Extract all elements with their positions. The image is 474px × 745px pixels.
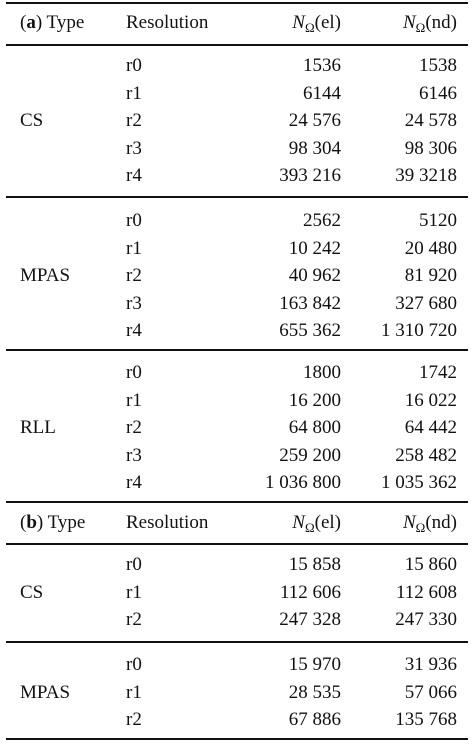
resolution-cell: r3: [126, 292, 142, 314]
n-el-column-header-a: [292, 12, 341, 39]
n-el-suffix-b: (el): [314, 512, 341, 533]
resolution-cell: r3: [126, 137, 142, 159]
n-nd-subscript-b: Ω: [415, 520, 426, 535]
n-nd-cell: 258 482: [395, 444, 457, 466]
n-nd-cell: 135 768: [395, 709, 457, 730]
n-nd-cell: 15 860: [404, 554, 457, 575]
n-nd-cell: 16 022: [404, 389, 457, 411]
resolution-cell: r0: [126, 554, 142, 575]
header-a-letter: a: [26, 12, 36, 33]
n-el-cell: 15 858: [288, 554, 341, 575]
n-nd-cell: 24 578: [404, 110, 457, 131]
n-el-cell: 1 036 800: [265, 472, 341, 493]
header-rule-a: [6, 44, 468, 46]
n-nd-column-header-a: [403, 12, 457, 39]
n-el-symbol-b: N: [292, 512, 305, 533]
n-nd-cell: 1 035 362: [381, 472, 457, 493]
type-cell: CS: [20, 581, 44, 603]
type-cell: RLL: [20, 417, 56, 438]
n-nd-cell: 1 310 720: [381, 320, 457, 341]
resolution-cell: r1: [126, 581, 142, 603]
n-el-cell: 98 304: [288, 137, 341, 159]
n-el-cell: 64 800: [288, 417, 341, 438]
n-el-cell: 655 362: [279, 320, 341, 341]
n-el-cell: 393 216: [279, 165, 341, 186]
resolution-cell: r2: [126, 709, 142, 730]
n-nd-cell: 31 936: [404, 654, 457, 675]
n-nd-symbol-b: N: [402, 512, 416, 533]
resolution-cell: r1: [126, 82, 142, 104]
bottom-rule: [6, 738, 468, 740]
header-b-type-text: ) Type: [36, 512, 86, 533]
n-el-cell: 112 606: [279, 581, 341, 603]
n-nd-suffix-a: (nd): [425, 12, 457, 33]
header-rule-b: [6, 543, 468, 545]
n-el-cell: 1800: [303, 362, 341, 383]
n-el-cell: 163 842: [279, 292, 341, 314]
header-b-letter: b: [26, 512, 37, 533]
n-el-cell: 40 962: [288, 265, 341, 286]
n-nd-cell: 57 066: [404, 681, 457, 703]
type-column-header-b: [20, 512, 85, 534]
header-a-paren: (: [20, 12, 27, 33]
resolution-cell: r3: [126, 444, 142, 466]
group-divider-rule: [6, 641, 468, 643]
n-el-cell: 16 200: [288, 389, 341, 411]
n-nd-cell: 20 480: [404, 237, 457, 259]
n-nd-suffix-b: (nd): [425, 512, 457, 533]
n-el-cell: 1536: [303, 55, 341, 76]
n-el-cell: 24 576: [288, 110, 341, 131]
n-nd-cell: 1538: [419, 55, 457, 76]
type-cell: MPAS: [20, 681, 71, 703]
n-el-column-header-b: [292, 512, 341, 539]
resolution-cell: r0: [126, 55, 142, 76]
n-nd-cell: 98 306: [404, 137, 457, 159]
resolution-cell: r0: [126, 210, 142, 231]
header-b-paren: (: [20, 512, 27, 533]
section-divider-rule: [6, 501, 468, 503]
n-el-cell: 259 200: [279, 444, 341, 466]
n-el-cell: 67 886: [288, 709, 341, 730]
n-nd-cell: 64 442: [404, 417, 457, 438]
resolution-cell: r0: [126, 362, 142, 383]
n-nd-cell: 112 608: [395, 581, 457, 603]
n-el-cell: 28 535: [288, 681, 341, 703]
n-nd-subscript-a: Ω: [415, 20, 426, 35]
resolution-cell: r4: [126, 165, 142, 186]
top-rule: [6, 2, 468, 4]
resolution-cell: r2: [126, 417, 142, 438]
n-el-subscript-a: Ω: [304, 20, 315, 35]
header-a-type-text: ) Type: [35, 12, 85, 33]
n-nd-symbol-a: N: [402, 12, 416, 33]
n-nd-cell: 81 920: [404, 265, 457, 286]
n-el-cell: 6144: [303, 82, 341, 104]
n-nd-cell: 327 680: [395, 292, 457, 314]
n-el-subscript-b: Ω: [304, 520, 315, 535]
type-cell: MPAS: [20, 265, 71, 286]
n-nd-cell: 6146: [419, 82, 457, 104]
resolution-column-header-b: Resolution: [126, 512, 209, 533]
n-nd-cell: 39 3218: [395, 165, 457, 186]
type-column-header-a: [20, 12, 84, 34]
group-divider-rule: [6, 349, 468, 351]
resolution-cell: r2: [126, 110, 142, 131]
n-nd-cell: 5120: [419, 210, 457, 231]
n-el-symbol-a: N: [292, 12, 305, 33]
resolution-cell: r4: [126, 320, 142, 341]
resolution-column-header-a: Resolution: [126, 12, 209, 33]
n-nd-column-header-b: [403, 512, 457, 539]
n-el-cell: 247 328: [279, 609, 341, 630]
n-nd-cell: 247 330: [395, 609, 457, 630]
group-divider-rule: [6, 196, 468, 198]
resolution-cell: r1: [126, 389, 142, 411]
n-nd-cell: 1742: [419, 362, 457, 383]
resolution-cell: r2: [126, 609, 142, 630]
n-el-cell: 10 242: [288, 237, 341, 259]
n-el-cell: 15 970: [288, 654, 341, 675]
resolution-cell: r0: [126, 654, 142, 675]
type-cell: CS: [20, 110, 44, 131]
n-el-cell: 2562: [303, 210, 341, 231]
resolution-cell: r1: [126, 237, 142, 259]
resolution-cell: r1: [126, 681, 142, 703]
n-el-suffix-a: (el): [314, 12, 341, 33]
resolution-cell: r2: [126, 265, 142, 286]
resolution-cell: r4: [126, 472, 142, 493]
